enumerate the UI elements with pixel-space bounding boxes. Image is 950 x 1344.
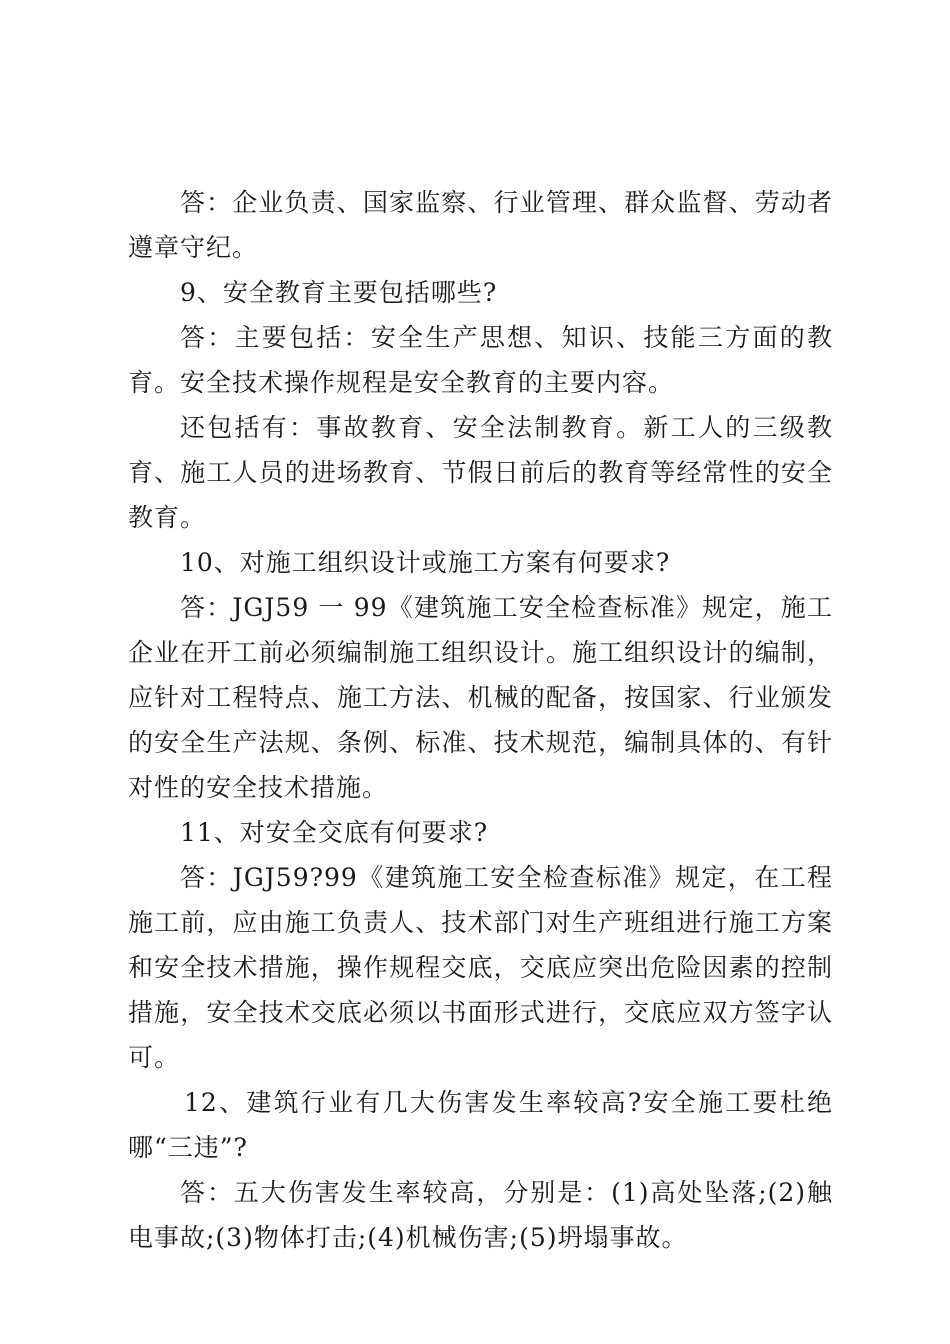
- answer-paragraph-9: 答：主要包括：安全生产思想、知识、技能三方面的教育。安全技术操作规程是安全教育的主要内容。: [128, 323, 833, 397]
- answer-paragraph-8: 答：企业负责、国家监察、行业管理、群众监督、劳动者遵章守纪。: [128, 188, 833, 262]
- question-9: 9、安全教育主要包括哪些?: [180, 278, 498, 307]
- document-page: [128, 180, 833, 1260]
- question-10: 10、对施工组织设计或施工方案有何要求?: [180, 548, 671, 577]
- answer-paragraph-11: 答：JGJ59?99《建筑施工安全检查标准》规定，在工程施工前，应由施工负责人、技术部门对生产班组进行施工方案和安全技术措施，操作规程交底，交底应突出危险因素的控制措施，安全技术交底必须以书面形式进行，交底应双方签字认可。: [128, 863, 833, 1072]
- answer-paragraph-12: 答：五大伤害发生率较高，分别是：(1)高处坠落;(2)触电事故;(3)物体打击;(4)机械伤害;(5)坍塌事故。: [128, 1178, 833, 1252]
- question-11: 11、对安全交底有何要求?: [180, 818, 489, 847]
- answer-paragraph-9-continued: 还包括有：事故教育、安全法制教育。新工人的三级教育、施工人员的进场教育、节假日前后的教育等经常性的安全教育。: [128, 413, 833, 532]
- answer-paragraph-10: 答：JGJ59 一 99《建筑施工安全检查标准》规定，施工企业在开工前必须编制施工组织设计。施工组织设计的编制，应针对工程特点、施工方法、机械的配备，按国家、行业颁发的安全生产法规、条例、标准、技术规范，编制具体的、有针对性的安全技术措施。: [128, 593, 833, 802]
- question-12: 12、建筑行业有几大伤害发生率较高?安全施工要杜绝哪“三违”?: [128, 1088, 833, 1162]
